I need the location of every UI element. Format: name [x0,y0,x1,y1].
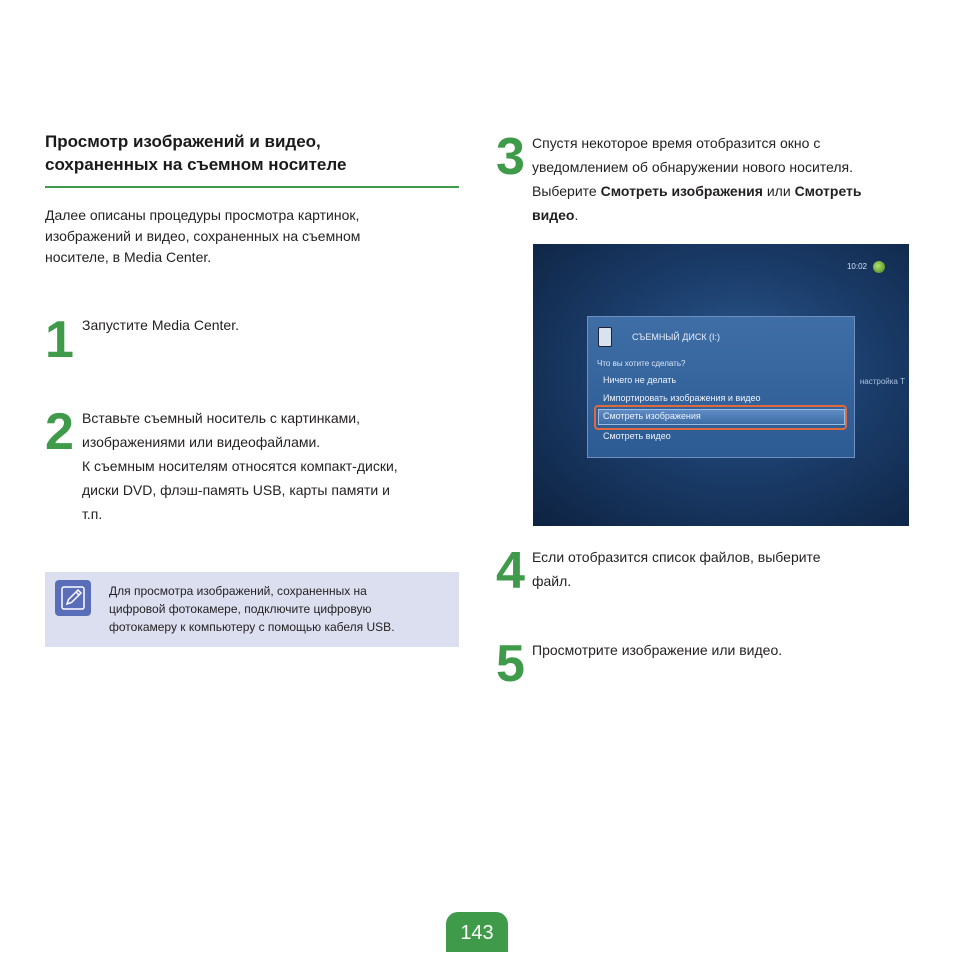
step-3-line-2: уведомлением об обнаружении нового носителя. [532,159,853,175]
step-5-number: 5 [496,635,523,693]
step-4-line-2: файл. [532,573,572,589]
step-2-line-4: диски DVD, флэш-память USB, карты памяти и [82,482,390,498]
media-center-orb-icon [873,261,885,273]
dialog-question: Что вы хотите сделать? [597,359,686,368]
step-4-number: 4 [496,542,523,600]
step-3-option-view-video-part-1: Смотреть [794,183,862,199]
step-3-line-3-prefix: Выберите [532,183,601,199]
step-3-line-3-or: или [762,183,795,199]
option-view-images[interactable]: Смотреть изображения [603,411,701,421]
step-2-number: 2 [45,403,72,461]
step-2-text [82,406,462,526]
step-3-text [532,131,932,227]
step-4-line-1: Если отобразится список файлов, выберите [532,549,821,565]
option-view-video[interactable]: Смотреть видео [603,431,671,441]
removable-device-icon [598,327,612,347]
note-text [109,582,449,636]
media-center-screenshot [533,244,909,526]
section-title-line-1: Просмотр изображений и видео, [45,132,321,151]
intro-paragraph [45,205,455,268]
step-3-option-view-images: Смотреть изображения [600,183,763,199]
intro-line-1: Далее описаны процедуры просмотра картинок, [45,207,360,223]
step-3-line-1: Спустя некоторое время отобразится окно с [532,135,821,151]
section-title [45,130,459,176]
intro-line-3: носителе, в Media Center. [45,249,212,265]
step-3-line-4 [532,203,932,227]
section-title-line-2: сохраненных на съемном носителе [45,155,347,174]
option-import[interactable]: Импортировать изображения и видео [603,393,761,403]
step-4-text [532,545,932,593]
step-2-line-1: Вставьте съемный носитель с картинками, [82,410,360,426]
dialog-title: СЪЕМНЫЙ ДИСК (I:) [632,332,721,342]
step-2-line-5: т.п. [82,506,103,522]
removable-disk-dialog [587,316,855,458]
note-line-2: цифровой фотокамере, подключите цифровую [109,602,372,616]
step-3-number: 3 [496,128,523,186]
pencil-note-icon [55,580,91,616]
step-1-text [82,313,462,337]
step-3-line-4-period: . [574,207,579,223]
step-3-line-3 [532,179,932,203]
media-center-side-label: настройка Т [859,377,905,386]
step-5-line-1: Просмотрите изображение или видео. [532,642,783,658]
intro-line-2: изображений и видео, сохраненных на съемном [45,228,361,244]
step-1-number: 1 [45,311,72,369]
note-line-3: фотокамеру к компьютеру с помощью кабеля USB. [109,620,395,634]
step-5-text [532,638,932,662]
page-number: 143 [446,912,508,952]
step-2-line-3: К съемным носителям относятся компакт-диски, [82,458,398,474]
step-3-option-view-video-part-2: видео [532,207,575,223]
step-2-line-2: изображениями или видеофайлами. [82,434,321,450]
title-underline [45,186,459,188]
step-1-line-1: Запустите Media Center. [82,317,239,333]
option-do-nothing[interactable]: Ничего не делать [603,375,677,385]
note-line-1: Для просмотра изображений, сохраненных на [109,584,367,598]
media-center-clock: 10:02 [846,262,867,271]
selection-highlight-frame [594,405,847,430]
